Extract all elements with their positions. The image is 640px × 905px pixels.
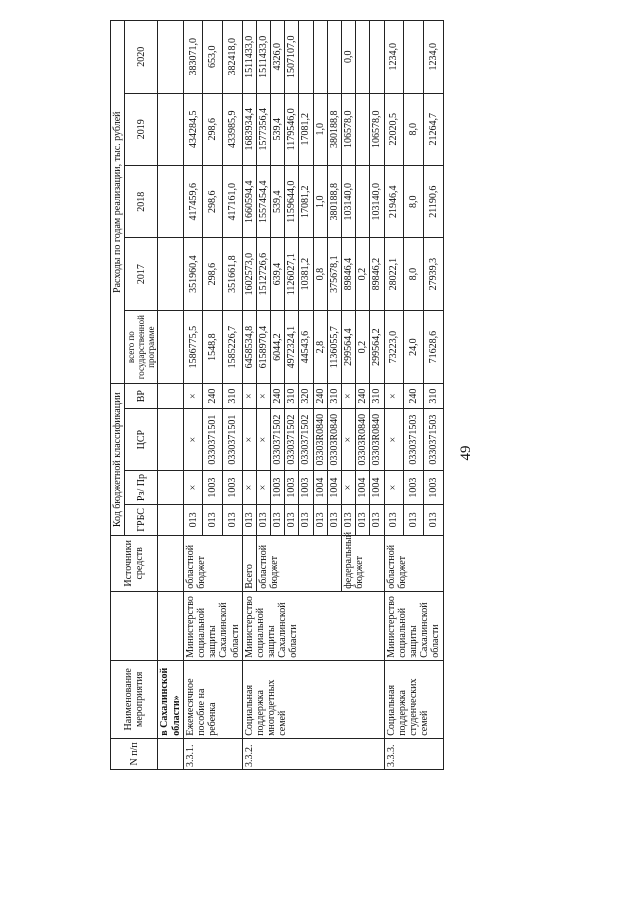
cell-y2017: 28022,1	[384, 238, 404, 310]
cell-csr: 0330371502	[285, 408, 299, 470]
cell-csr: ×	[342, 408, 356, 470]
item-source-total: Всего	[242, 535, 256, 591]
item-3-3-1	[183, 21, 242, 770]
cell-y2018: 103140,0	[342, 165, 356, 237]
cell-y2018: 1159644,0	[285, 165, 299, 237]
header-name: Наименование мероприятия	[111, 660, 158, 738]
cell-grbs: 013	[256, 504, 270, 535]
cell-y2018: 1557454,4	[256, 165, 270, 237]
cell-total: 6044,2	[271, 310, 285, 384]
header-code: Код бюджетной классификации	[111, 384, 125, 536]
cell-vr: 320	[299, 384, 313, 409]
item-executor: Министерство социальной защиты Сахалинской области	[183, 591, 242, 660]
item-source: областной бюджет	[384, 535, 443, 591]
cell-y2018: 17081,2	[299, 165, 313, 237]
cell-y2019: 1179546,0	[285, 93, 299, 165]
item-3-3-3	[384, 21, 443, 770]
cell-y2018: 1660594,4	[242, 165, 256, 237]
table-row	[242, 21, 256, 770]
cell-y2019: 1683934,4	[242, 93, 256, 165]
table-row	[384, 21, 404, 770]
cell-total: 71628,6	[423, 310, 443, 384]
cell-y2018: 103140,0	[370, 165, 384, 237]
cell-grbs: 013	[183, 504, 203, 535]
cell-vr: 310	[327, 384, 341, 409]
header-2020: 2020	[125, 21, 158, 94]
item-source-federal: федеральный бюджет	[342, 535, 385, 591]
cell-csr: ×	[242, 408, 256, 470]
cell-total: 299564,4	[342, 310, 356, 384]
cell-y2019: 22020,5	[384, 93, 404, 165]
cell-vr: 310	[423, 384, 443, 409]
cell-y2018: 539,4	[271, 165, 285, 237]
cell-total: 0,2	[356, 310, 370, 384]
cell-y2018: 21946,4	[384, 165, 404, 237]
cell-y2017: 0,8	[313, 238, 327, 310]
cell-y2018: 21190,6	[423, 165, 443, 237]
cell-y2019: 17081,2	[299, 93, 313, 165]
cell-y2020	[327, 21, 341, 94]
cell-csr: 0330371502	[271, 408, 285, 470]
cell-vr: 240	[404, 384, 424, 409]
cell-rzpr: 1004	[356, 471, 370, 504]
section-row	[158, 21, 183, 770]
cell-y2017: 351960,4	[183, 238, 203, 310]
cell-vr: 310	[223, 384, 243, 409]
cell-vr: 310	[370, 384, 384, 409]
cell-csr: 03303R0840	[327, 408, 341, 470]
header-2018: 2018	[125, 165, 158, 237]
cell-csr: 0330371501	[203, 408, 223, 470]
cell-y2019: 1,0	[313, 93, 327, 165]
cell-rzpr: 1003	[223, 471, 243, 504]
cell-total: 4972324,1	[285, 310, 299, 384]
header-2019: 2019	[125, 93, 158, 165]
cell-rzpr: 1003	[271, 471, 285, 504]
cell-vr: 240	[203, 384, 223, 409]
cell-y2019: 106578,0	[370, 93, 384, 165]
cell-vr: 310	[285, 384, 299, 409]
cell-grbs: 013	[271, 504, 285, 535]
cell-vr: ×	[342, 384, 356, 409]
cell-csr: ×	[384, 408, 404, 470]
cell-grbs: 013	[384, 504, 404, 535]
header-rzpr: Рз/ Пр	[125, 471, 158, 504]
cell-y2020: 1234,0	[423, 21, 443, 94]
cell-y2019: 106578,0	[342, 93, 356, 165]
header-num: N п/п	[111, 738, 158, 769]
cell-grbs: 013	[327, 504, 341, 535]
item-number: 3.3.1.	[183, 738, 242, 769]
cell-y2020: 382418,0	[223, 21, 243, 94]
cell-grbs: 013	[299, 504, 313, 535]
cell-csr: 0330371502	[299, 408, 313, 470]
cell-y2019: 380188,8	[327, 93, 341, 165]
cell-total: 6458534,8	[242, 310, 256, 384]
header-total: всего по государственной программе	[125, 310, 158, 384]
cell-grbs: 013	[370, 504, 384, 535]
cell-grbs: 013	[356, 504, 370, 535]
cell-rzpr: ×	[384, 471, 404, 504]
cell-total: 1136055,7	[327, 310, 341, 384]
cell-grbs: 013	[223, 504, 243, 535]
cell-total: 1585226,7	[223, 310, 243, 384]
item-source: областной бюджет	[183, 535, 242, 591]
cell-y2020: 0,0	[342, 21, 356, 94]
cell-y2020: 1507107,0	[285, 21, 299, 94]
cell-y2017: 89846,2	[370, 238, 384, 310]
cell-csr: 0330371503	[404, 408, 424, 470]
item-number: 3.3.2.	[242, 738, 384, 769]
header-executor	[111, 591, 158, 660]
cell-y2019: 21264,7	[423, 93, 443, 165]
item-source-regional: областной бюджет	[256, 535, 341, 591]
header-row-1	[111, 21, 125, 770]
section-title: в Сахалинской области»	[158, 660, 183, 738]
budget-table	[110, 20, 444, 770]
cell-y2019: 298,6	[203, 93, 223, 165]
cell-total: 299564,2	[370, 310, 384, 384]
cell-y2019: 433985,9	[223, 93, 243, 165]
cell-y2019	[356, 93, 370, 165]
cell-y2020: 4326,0	[271, 21, 285, 94]
cell-grbs: 013	[242, 504, 256, 535]
cell-y2017: 639,4	[271, 238, 285, 310]
cell-y2019: 1577356,4	[256, 93, 270, 165]
table-row	[183, 21, 203, 770]
header-grbs: ГРБС	[125, 504, 158, 535]
cell-csr: 0330371503	[423, 408, 443, 470]
cell-y2017: 89846,4	[342, 238, 356, 310]
cell-rzpr: 1003	[285, 471, 299, 504]
item-name: Социальная поддержка студенческих семей	[384, 660, 443, 738]
cell-total: 24,0	[404, 310, 424, 384]
cell-rzpr: 1003	[203, 471, 223, 504]
header-source: Источники средств	[111, 535, 158, 591]
cell-grbs: 013	[404, 504, 424, 535]
cell-grbs: 013	[423, 504, 443, 535]
cell-vr: 240	[356, 384, 370, 409]
cell-rzpr: ×	[256, 471, 270, 504]
cell-rzpr: 1003	[423, 471, 443, 504]
cell-csr: 03303R0840	[313, 408, 327, 470]
cell-csr: 03303R0840	[370, 408, 384, 470]
item-number: 3.3.3.	[384, 738, 443, 769]
cell-y2020: 653,0	[203, 21, 223, 94]
cell-y2020: 1511433,0	[242, 21, 256, 94]
cell-y2020: 1511433,0	[256, 21, 270, 94]
cell-y2018: 417459,6	[183, 165, 203, 237]
cell-vr: 240	[271, 384, 285, 409]
cell-rzpr: ×	[342, 471, 356, 504]
cell-vr: 240	[313, 384, 327, 409]
cell-y2018: 1,0	[313, 165, 327, 237]
cell-y2017: 351661,8	[223, 238, 243, 310]
cell-grbs: 013	[342, 504, 356, 535]
cell-vr: ×	[256, 384, 270, 409]
cell-y2017: 375678,1	[327, 238, 341, 310]
cell-y2018: 8,0	[404, 165, 424, 237]
cell-total: 2,8	[313, 310, 327, 384]
header-2017: 2017	[125, 238, 158, 310]
cell-vr: ×	[384, 384, 404, 409]
cell-rzpr: 1004	[327, 471, 341, 504]
cell-y2020: 1234,0	[384, 21, 404, 94]
cell-csr: ×	[256, 408, 270, 470]
cell-rzpr: 1003	[404, 471, 424, 504]
cell-total: 73223,0	[384, 310, 404, 384]
header-csr: ЦСР	[125, 408, 158, 470]
cell-total: 1548,8	[203, 310, 223, 384]
cell-total: 44543,6	[299, 310, 313, 384]
cell-rzpr: ×	[183, 471, 203, 504]
cell-csr: 03303R0840	[356, 408, 370, 470]
cell-y2017: 8,0	[404, 238, 424, 310]
cell-vr: ×	[242, 384, 256, 409]
cell-y2020	[299, 21, 313, 94]
cell-y2019: 539,4	[271, 93, 285, 165]
item-executor: Министерство социальной защиты Сахалинской области	[384, 591, 443, 660]
cell-total: 6158970,4	[256, 310, 270, 384]
cell-grbs: 013	[203, 504, 223, 535]
cell-y2020	[404, 21, 424, 94]
cell-y2020: 383071,0	[183, 21, 203, 94]
cell-y2020	[313, 21, 327, 94]
cell-y2017: 298,6	[203, 238, 223, 310]
cell-grbs: 013	[313, 504, 327, 535]
cell-y2017: 0,2	[356, 238, 370, 310]
cell-csr: ×	[183, 408, 203, 470]
item-executor: Министерство социальной защиты Сахалинской области	[242, 591, 384, 660]
cell-y2017: 1602573,0	[242, 238, 256, 310]
page-number: 49	[458, 445, 474, 461]
cell-rzpr: 1004	[313, 471, 327, 504]
cell-y2019: 434284,5	[183, 93, 203, 165]
cell-y2018: 417161,0	[223, 165, 243, 237]
cell-rzpr: 1003	[299, 471, 313, 504]
cell-total: 1586775,5	[183, 310, 203, 384]
cell-y2020	[370, 21, 384, 94]
header-expenses: Расходы по годам реализации, тыс. рублей	[111, 21, 125, 384]
cell-y2019: 8,0	[404, 93, 424, 165]
cell-y2018	[356, 165, 370, 237]
cell-grbs: 013	[285, 504, 299, 535]
cell-rzpr: ×	[242, 471, 256, 504]
cell-rzpr: 1004	[370, 471, 384, 504]
cell-vr: ×	[183, 384, 203, 409]
item-name: Ежемесячное пособие на ребенка	[183, 660, 242, 738]
item-3-3-2	[242, 21, 384, 770]
header-vr: ВР	[125, 384, 158, 409]
cell-y2017: 10381,2	[299, 238, 313, 310]
cell-y2017: 1126027,1	[285, 238, 299, 310]
cell-y2017: 1512726,6	[256, 238, 270, 310]
cell-y2018: 298,6	[203, 165, 223, 237]
item-name: Социальная поддержка многодетных семей	[242, 660, 384, 738]
cell-csr: 0330371501	[223, 408, 243, 470]
cell-y2017: 27939,3	[423, 238, 443, 310]
cell-y2018: 380188,8	[327, 165, 341, 237]
cell-y2020	[356, 21, 370, 94]
